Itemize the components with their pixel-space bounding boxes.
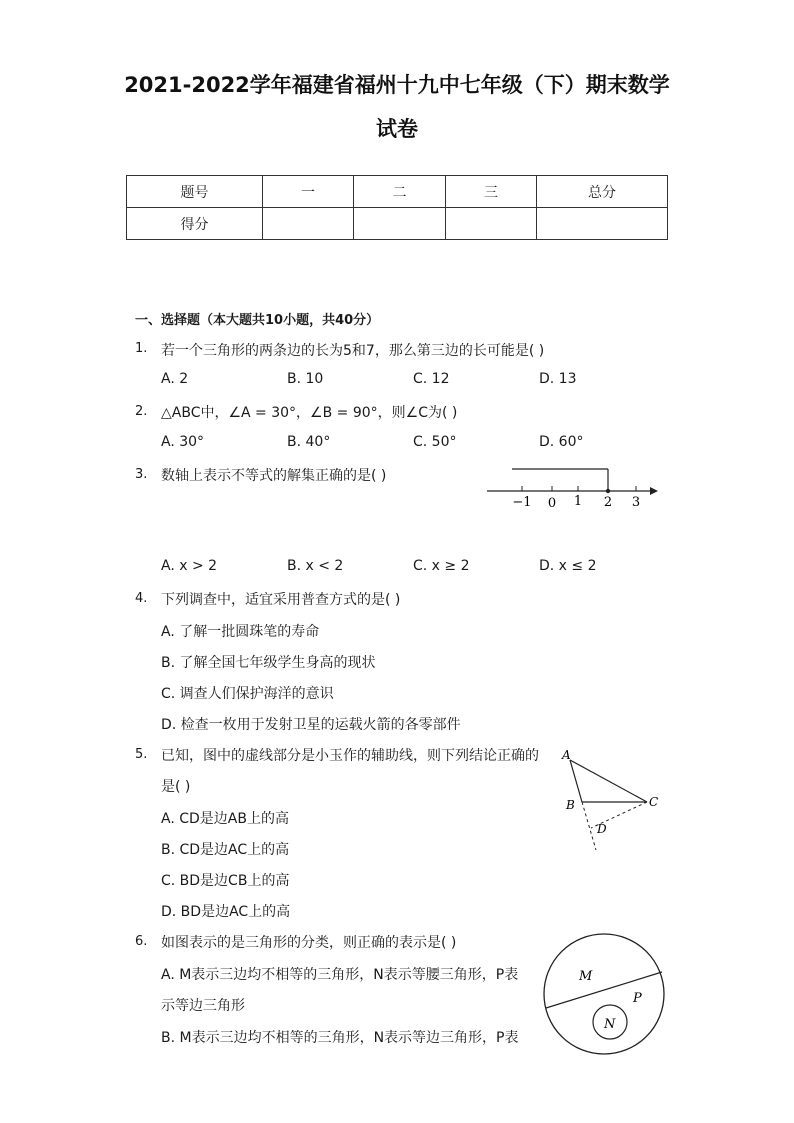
triangle-figure — [555, 745, 670, 855]
option-d[interactable]: D. 60° — [539, 434, 584, 450]
option-a-continued: 示等边三角形 — [161, 998, 245, 1014]
option-a[interactable]: A. x > 2 — [161, 558, 218, 574]
score-header-cell: 题号 — [127, 176, 263, 208]
score-table-header-row — [127, 176, 668, 208]
option-c[interactable]: C. 50° — [413, 434, 457, 450]
segment-ac — [570, 760, 647, 802]
region-label-m: M — [579, 969, 593, 984]
score-cell — [446, 208, 537, 240]
question-text: 下列调查中，适宜采用普查方式的是( ) — [161, 592, 401, 608]
tick-label: 1 — [573, 494, 583, 509]
extension-line — [582, 802, 596, 850]
option-c[interactable]: C. x ≥ 2 — [413, 558, 470, 574]
option-b[interactable]: B. 10 — [287, 371, 324, 387]
dividing-line — [546, 972, 662, 1008]
page-title-line2: 试卷 — [376, 117, 418, 141]
arrow-right-icon — [650, 487, 658, 495]
question-number: 1. — [135, 341, 148, 356]
option-b[interactable]: B. 40° — [287, 434, 331, 450]
option-d[interactable]: D. 检查一枚用于发射卫星的运载火箭的各零部件 — [161, 717, 461, 733]
tick-label: 2 — [603, 495, 613, 510]
score-table-row — [127, 208, 668, 240]
option-b[interactable]: B. x < 2 — [287, 558, 344, 574]
question-text: 如图表示的是三角形的分类，则正确的表示是( ) — [161, 935, 457, 951]
score-cell — [537, 208, 668, 240]
question-number: 3. — [135, 467, 148, 482]
score-header-cell: 总分 — [537, 176, 668, 208]
region-label-n: N — [604, 1017, 616, 1032]
question-number: 4. — [135, 591, 148, 606]
option-d[interactable]: D. x ≤ 2 — [539, 558, 597, 574]
point-label-b: B — [566, 798, 575, 812]
option-a[interactable]: A. CD是边AB上的高 — [161, 811, 289, 827]
outer-circle — [544, 934, 664, 1054]
score-table — [126, 175, 668, 240]
score-header-cell: 一 — [263, 176, 354, 208]
option-a[interactable]: A. 30° — [161, 434, 205, 450]
option-c[interactable]: C. 调查人们保护海洋的意识 — [161, 686, 334, 702]
option-a[interactable]: A. 了解一批圆珠笔的寿命 — [161, 624, 320, 640]
section-heading: 一、选择题（本大题共10小题，共40分） — [135, 313, 380, 328]
score-header-cell: 三 — [446, 176, 537, 208]
option-a[interactable]: A. 2 — [161, 371, 189, 387]
option-c[interactable]: C. 12 — [413, 371, 450, 387]
tick-label: 0 — [547, 496, 557, 511]
option-b[interactable]: B. 了解全国七年级学生身高的现状 — [161, 655, 376, 671]
question-text: 若一个三角形的两条边的长为5和7，那么第三边的长可能是( ) — [161, 343, 545, 359]
question-number: 6. — [135, 934, 148, 949]
question-number: 2. — [135, 404, 148, 419]
region-label-p: P — [633, 991, 642, 1006]
option-a[interactable]: A. M表示三边均不相等的三角形，N表示等腰三角形，P表 — [161, 967, 519, 983]
option-b[interactable]: B. CD是边AC上的高 — [161, 842, 290, 858]
number-line-figure — [482, 462, 662, 512]
question-text: 数轴上表示不等式的解集正确的是( ) — [161, 468, 387, 484]
point-label-a: A — [562, 748, 571, 762]
point-label-c: C — [649, 795, 659, 809]
option-b[interactable]: B. M表示三边均不相等的三角形，N表示等边三角形，P表 — [161, 1030, 519, 1046]
tick-label: −1 — [512, 495, 532, 510]
score-cell — [263, 208, 354, 240]
option-d[interactable]: D. 13 — [539, 371, 577, 387]
option-c[interactable]: C. BD是边CB上的高 — [161, 873, 290, 889]
question-text-line1: 已知，图中的虚线部分是小玉作的辅助线，则下列结论正确的 — [161, 748, 539, 764]
point-label-d: D — [597, 822, 607, 836]
option-d[interactable]: D. BD是边AC上的高 — [161, 904, 291, 920]
score-cell — [354, 208, 446, 240]
tick-label: 3 — [631, 495, 641, 510]
score-header-cell: 二 — [354, 176, 446, 208]
question-text-line2: 是( ) — [161, 779, 191, 795]
classification-diagram — [537, 932, 672, 1057]
segment-ab — [570, 760, 582, 802]
score-row-label: 得分 — [127, 208, 263, 240]
page-title-line1: 2021-2022学年福建省福州十九中七年级（下）期末数学 — [124, 73, 670, 97]
question-number: 5. — [135, 747, 148, 762]
question-text: △ABC中，∠A = 30°，∠B = 90°，则∠C为( ) — [161, 405, 458, 421]
